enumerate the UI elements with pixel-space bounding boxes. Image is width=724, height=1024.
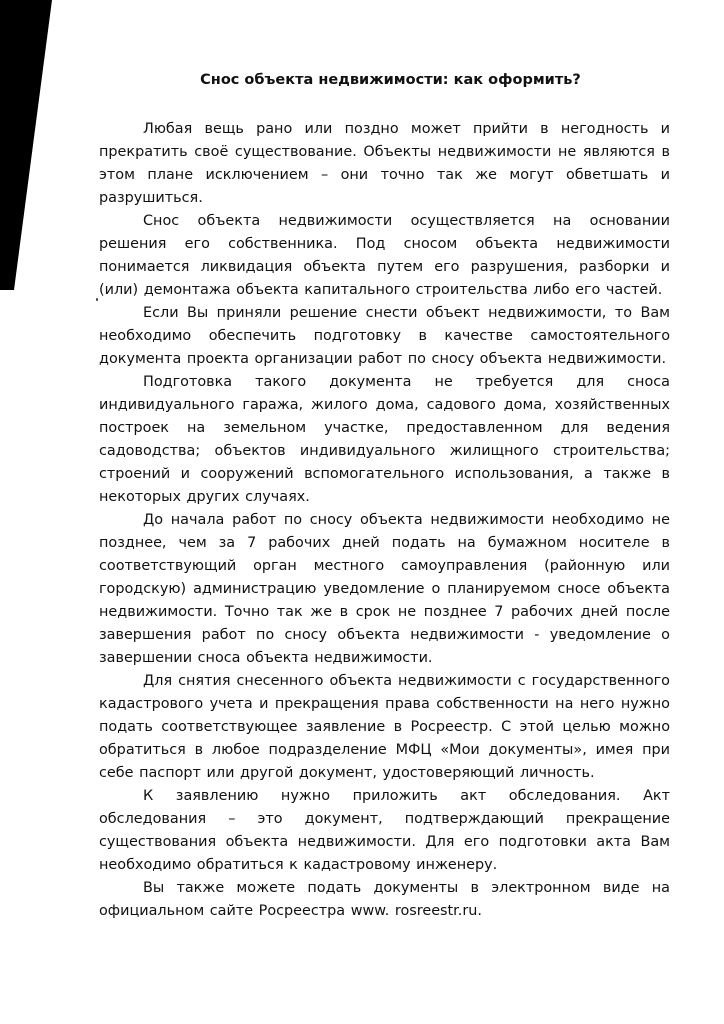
scan-speck [96,298,98,301]
paragraph-8: Вы также можете подать документы в электронном виде на официальном сайте Росреестра www. rosreestr.ru. [99,880,670,919]
paragraph-2: Снос объекта недвижимости осуществляется на основании решения его собственника. Под сносом объекта недвижимости понимается ликвидация объекта путем его разрушения, разборки и (или) демонтажа объекта капитального строительства либо его частей. [99,213,670,298]
paragraph-6: Для снятия снесенного объекта недвижимости с государственного кадастрового учета и прекращения права собственности на него нужно подать соответствующее заявление в Росреестр. С этой целью можно обратиться в любое подразделение МФЦ «Мои документы», имея при себе паспорт или другой документ, удостоверяющий личность. [99,673,670,781]
document-page [99,70,670,923]
scan-edge-shadow [0,0,60,300]
paragraph-5: До начала работ по сносу объекта недвижимости необходимо не позднее, чем за 7 рабочих дней подать на бумажном носителе в соответствующий орган местного самоуправления (районную или городскую) администрацию уведомление о планируемом сносе объекта недвижимости. Точно так же в срок не позднее 7 рабочих дней после завершения работ по сносу объекта недвижимости - уведомление о завершении сноса объекта недвижимости. [99,512,670,666]
paragraph-3: Если Вы приняли решение снести объект недвижимости, то Вам необходимо обеспечить подготовку в качестве самостоятельного документа проекта организации работ по сносу объекта недвижимости. [99,305,670,367]
document-title: Снос объекта недвижимости: как оформить? [200,72,581,88]
paragraph-7: К заявлению нужно приложить акт обследования. Акт обследования – это документ, подтверждающий прекращение существования объекта недвижимости. Для его подготовки акта Вам необходимо обратиться к кадастровому инженеру. [99,788,670,873]
paragraph-4: Подготовка такого документа не требуется для сноса индивидуального гаража, жилого дома, садового дома, хозяйственных построек на земельном участке, предоставленном для ведения садоводства; объектов индивидуального жилищного строительства; строений и сооружений вспомогательного использования, а также в некоторых других случаях. [99,374,670,505]
paragraph-1: Любая вещь рано или поздно может прийти в негодность и прекратить своё существование. Объекты недвижимости не являются в этом плане исключением – они точно так же могут обветшать и разрушиться. [99,121,670,206]
